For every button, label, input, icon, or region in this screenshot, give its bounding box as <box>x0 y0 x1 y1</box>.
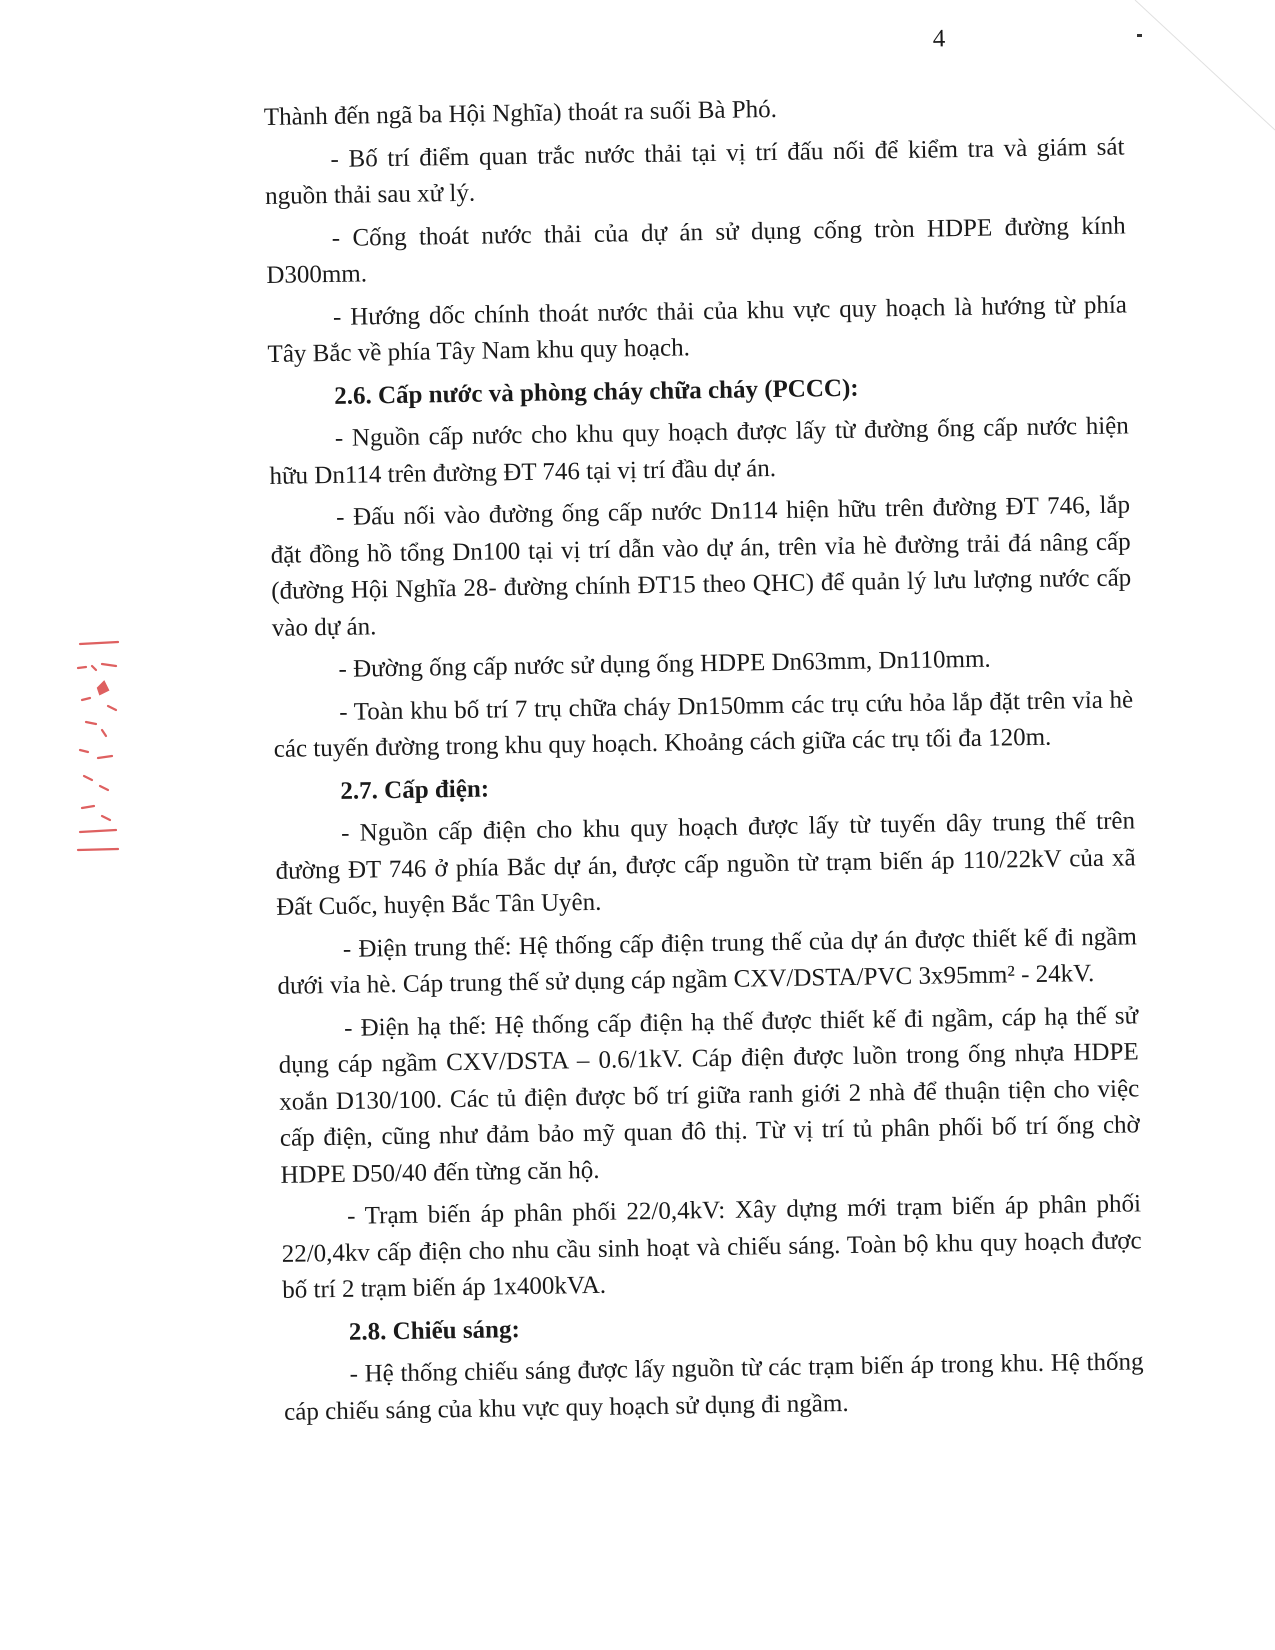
paragraph-wastewater-culvert: - Cống thoát nước thải của dự án sử dụng cống tròn HDPE đường kính D300mm. <box>266 211 1126 289</box>
paragraph-water-pipes: - Đường ống cấp nước sử dụng ống HDPE Dn63mm, Dn110mm. <box>338 645 991 683</box>
paragraph-transformer: - Trạm biến áp phân phối 22/0,4kV: Xây dựng mới trạm biến áp phân phối 22/0,4kv cấp điện cho nhu cầu sinh hoạt và chiếu sáng. Toàn bộ khu quy hoạch được bố trí 2 trạm biến áp 1x400kVA. <box>281 1190 1142 1304</box>
paragraph-water-connection: - Đấu nối vào đường ống cấp nước Dn114 hiện hữu trên đường ĐT 746, lắp đặt đồng hồ tổng Dn100 tại vị trí dẫn vào dự án, trên vỉa hè đường trải đá nâng cấp (đường Hội Nghĩa 28- đường chính ĐT15 theo QHC) để quản lý lưu lượng nước cấp vào dự án. <box>270 491 1132 642</box>
paragraph-drainage-slope: - Hướng dốc chính thoát nước thải của khu vực quy hoạch là hướng từ phía Tây Bắc về phía Tây Nam khu quy hoạch. <box>267 290 1128 368</box>
paragraph-lighting-system: - Hệ thống chiếu sáng được lấy nguồn từ các trạm biến áp trong khu. Hệ thống cáp chiếu sáng của khu vực quy hoạch sử dụng đi ngầm. <box>283 1348 1144 1426</box>
paragraph-power-source: - Nguồn cấp điện cho khu quy hoạch được lấy từ tuyến dây trung thế trên đường ĐT 746 ở phía Bắc dự án, được cấp nguồn từ trạm biến áp 110/22kV của xã Đất Cuốc, huyện Bắc Tân Uyên. <box>275 807 1136 921</box>
body-text <box>264 86 1145 1436</box>
heading-lighting: 2.8. Chiếu sáng: <box>348 1315 520 1346</box>
margin-stamp-mark <box>72 640 122 855</box>
corner-dot-mark <box>1137 34 1142 37</box>
paragraph-water-source: - Nguồn cấp nước cho khu quy hoạch được lấy từ đường ống cấp nước hiện hữu Dn114 trên đường ĐT 746 tại vị trí đầu dự án. <box>269 412 1130 490</box>
paragraph-drainage-end: Thành đến ngã ba Hội Nghĩa) thoát ra suối Bà Phó. <box>263 95 778 131</box>
paragraph-fire-hydrants: - Toàn khu bố trí 7 trụ chữa cháy Dn150mm các trụ cứu hỏa lắp đặt trên vỉa hè các tuyến đường trong khu quy hoạch. Khoảng cách giữa các trụ tối đa 120m. <box>273 685 1134 763</box>
paragraph-monitoring-point: - Bố trí điểm quan trắc nước thải tại vị trí đấu nối để kiểm tra và giám sát nguồn thải sau xử lý. <box>264 132 1125 210</box>
paragraph-medium-voltage: - Điện trung thế: Hệ thống cấp điện trung thế của dự án được thiết kế đi ngầm dưới vỉa hè. Cáp trung thế sử dụng cáp ngầm CXV/DSTA/PVC 3x95mm² - 24kV. <box>277 922 1138 1000</box>
heading-power-supply: 2.7. Cấp điện: <box>340 775 490 805</box>
scan-edge-line <box>1115 0 1275 140</box>
paragraph-low-voltage: - Điện hạ thế: Hệ thống cấp điện hạ thế được thiết kế đi ngầm, cáp hạ thế sử dụng cáp ngầm CXV/DSTA – 0.6/1kV. Cáp điện được luồn trong ống nhựa HDPE xoắn D130/100. Các tủ điện được bố trí giữa ranh giới 2 nhà để thuận tiện cho việc cấp điện, cũng như đảm bảo mỹ quan đô thị. Từ vị trí tủ phân phối bố trí ống chờ HDPE D50/40 đến từng căn hộ. <box>278 1001 1140 1189</box>
heading-water-supply-fire: 2.6. Cấp nước và phòng cháy chữa cháy (PCCC): <box>334 374 859 410</box>
page-number: 4 <box>932 25 946 53</box>
